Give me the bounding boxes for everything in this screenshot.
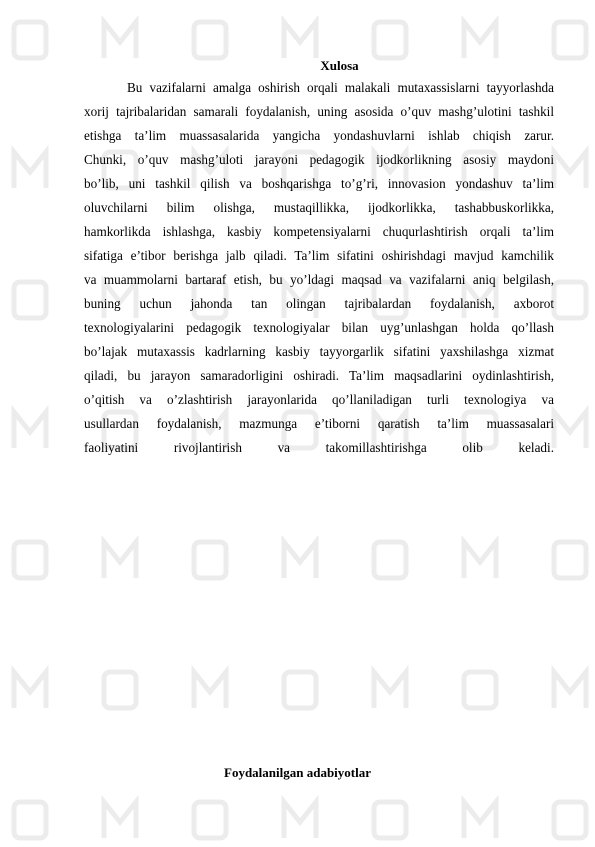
- paragraph-line: Bu vazifalarni amalga oshirish orqali malakali mutaxassislarni tayyorlashda: [127, 80, 554, 95]
- paragraph-line: usullardan foydalanish, mazmunga e’tiborni qaratish ta’lim muassasalari: [84, 416, 554, 431]
- paragraph-line: buning uchun jahonda tan olingan tajribalardan foydalanish, axborot: [84, 296, 554, 311]
- paragraph-line: etishga ta’lim muassasalarida yangicha yondashuvlarni ishlab chiqish zarur.: [84, 128, 554, 143]
- paragraph-line: o’qitish va o’zlashtirish jarayonlarida qo’llaniladigan turli texnologiya va: [84, 392, 554, 407]
- references-heading: Foydalanilgan adabiyotlar: [224, 765, 371, 780]
- paragraph-line: hamkorlikda ishlashga, kasbiy kompetensiyalarni chuqurlashtirish orqali ta’lim: [84, 224, 554, 239]
- paragraph-line: bo’lajak mutaxassis kadrlarning kasbiy tayyorgarlik sifatini yaxshilashga xizmat: [84, 344, 554, 359]
- paragraph-line: sifatiga e’tibor berishga jalb qiladi. Ta’lim sifatini oshirishdagi mavjud kamchilik: [84, 248, 554, 263]
- paragraph-line: xorij tajribalaridan samarali foydalanish, uning asosida o’quv mashg’ulotini tashkil: [84, 104, 554, 119]
- paragraph-line: va muammolarni bartaraf etish, bu yo’ldagi maqsad va vazifalarni aniq belgilash,: [84, 272, 554, 287]
- paragraph-line: oluvchilarni bilim olishga, mustaqillikka, ijodkorlikka, tashabbuskorlikka,: [84, 200, 554, 215]
- conclusion-heading: Xulosa: [320, 58, 359, 73]
- paragraph-line: qiladi, bu jarayon samaradorligini oshiradi. Ta’lim maqsadlarini oydinlashtirish,: [84, 368, 554, 383]
- paragraph-line: texnologiyalarini pedagogik texnologiyalar bilan uyg’unlashgan holda qo’llash: [84, 320, 554, 335]
- paragraph-line: bo’lib, uni tashkil qilish va boshqarishga to’g’ri, innovasion yondashuv ta’lim: [84, 176, 554, 191]
- paragraph-line: faoliyatini rivojlantirish va takomillashtirishga olib keladi.: [84, 440, 554, 455]
- paragraph-line: Chunki, o’quv mashg’uloti jarayoni pedagogik ijodkorlikning asosiy maydoni: [84, 152, 554, 167]
